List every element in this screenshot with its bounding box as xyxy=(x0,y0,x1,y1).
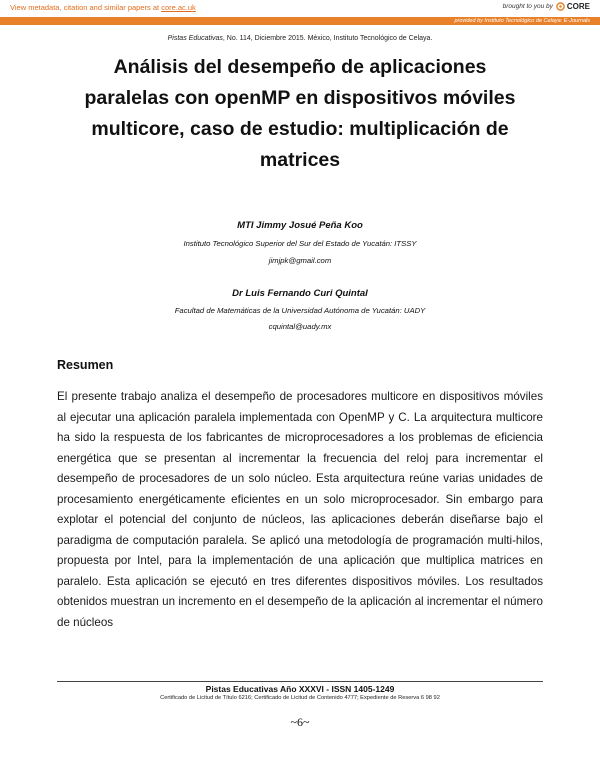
abstract-heading: Resumen xyxy=(57,358,114,372)
core-metadata-link[interactable]: View metadata, citation and similar papers at core.ac.uk xyxy=(10,3,196,12)
brought-to-you-by[interactable]: brought to you by CORE xyxy=(502,2,590,11)
provided-by-text[interactable]: provided by Instituto Tecnológico de Celaya: E-Journals xyxy=(454,18,590,24)
title-line: matrices xyxy=(259,149,341,171)
author-email[interactable]: cquintal@uady.mx xyxy=(268,322,332,331)
core-logo-icon xyxy=(556,2,565,11)
author-affiliation: Instituto Tecnológico Superior del Sur del Estado de Yucatán: ITSSY xyxy=(183,239,417,248)
author-email[interactable]: jimjpk@gmail.com xyxy=(268,256,332,265)
journal-name: Pistas Educativas xyxy=(167,35,223,42)
journal-header xyxy=(0,35,600,42)
core-banner xyxy=(0,0,600,16)
journal-details: , No. 114, Diciembre 2015. México, Instituto Tecnológico de Celaya. xyxy=(222,35,433,42)
author-name: Dr Luis Fernando Curi Quintal xyxy=(232,288,368,299)
author-affiliation: Facultad de Matemáticas de la Universidad Autónoma de Yucatán: UADY xyxy=(174,306,426,315)
footer-journal-line: Pistas Educativas Año XXXVI - ISSN 1405-1249 xyxy=(205,684,395,694)
paper-title xyxy=(50,52,550,176)
footer-certificates: Certificado de Licitud de Título 6216; Certificado de Licitud de Contenido 4777; Expediente de Reserva 6 98 92 xyxy=(160,695,440,701)
author-name: MTI Jimmy Josué Peña Koo xyxy=(237,220,363,231)
abstract-body: El presente trabajo analiza el desempeño de procesadores multicore en dispositivos móviles al ejecutar una aplicación paralela implementada con OpenMP y C. La arquitectura multicore ha sido la respuesta de los fabricantes de microprocesadores a los problemas de eficiencia energética que se presentan al incrementar la frecuencia del reloj para incrementar el desempeño de procesadores de un solo núcleo. Esta arquitectura reúne varias unidades de procesamiento energéticamente eficientes en un solo microprocesador. Sin embargo para explotar el potencial del conjunto de núcleos, las aplicaciones deberán diseñarse bajo el paradigma de computación paralela. Se aplicó una metodología de programación multi-hilos, propuesta por Intel, para la implementación de una aplicación que multiplica matrices en paralelo. Esta aplicación se ejecutó en tres diferentes dispositivos móviles. Los resultados obtenidos muestran un incremento en el desempeño de la aplicación al incrementar el número de núcleos xyxy=(57,390,543,629)
core-domain-link[interactable]: core.ac.uk xyxy=(161,3,196,12)
title-line: paralelas con openMP en dispositivos móviles xyxy=(84,87,516,109)
title-line: multicore, caso de estudio: multiplicación de xyxy=(91,118,509,140)
title-line: Análisis del desempeño de aplicaciones xyxy=(113,56,487,78)
core-logo[interactable]: CORE xyxy=(556,2,590,11)
page-number: ~6~ xyxy=(290,715,310,729)
footer-rule xyxy=(57,681,543,682)
